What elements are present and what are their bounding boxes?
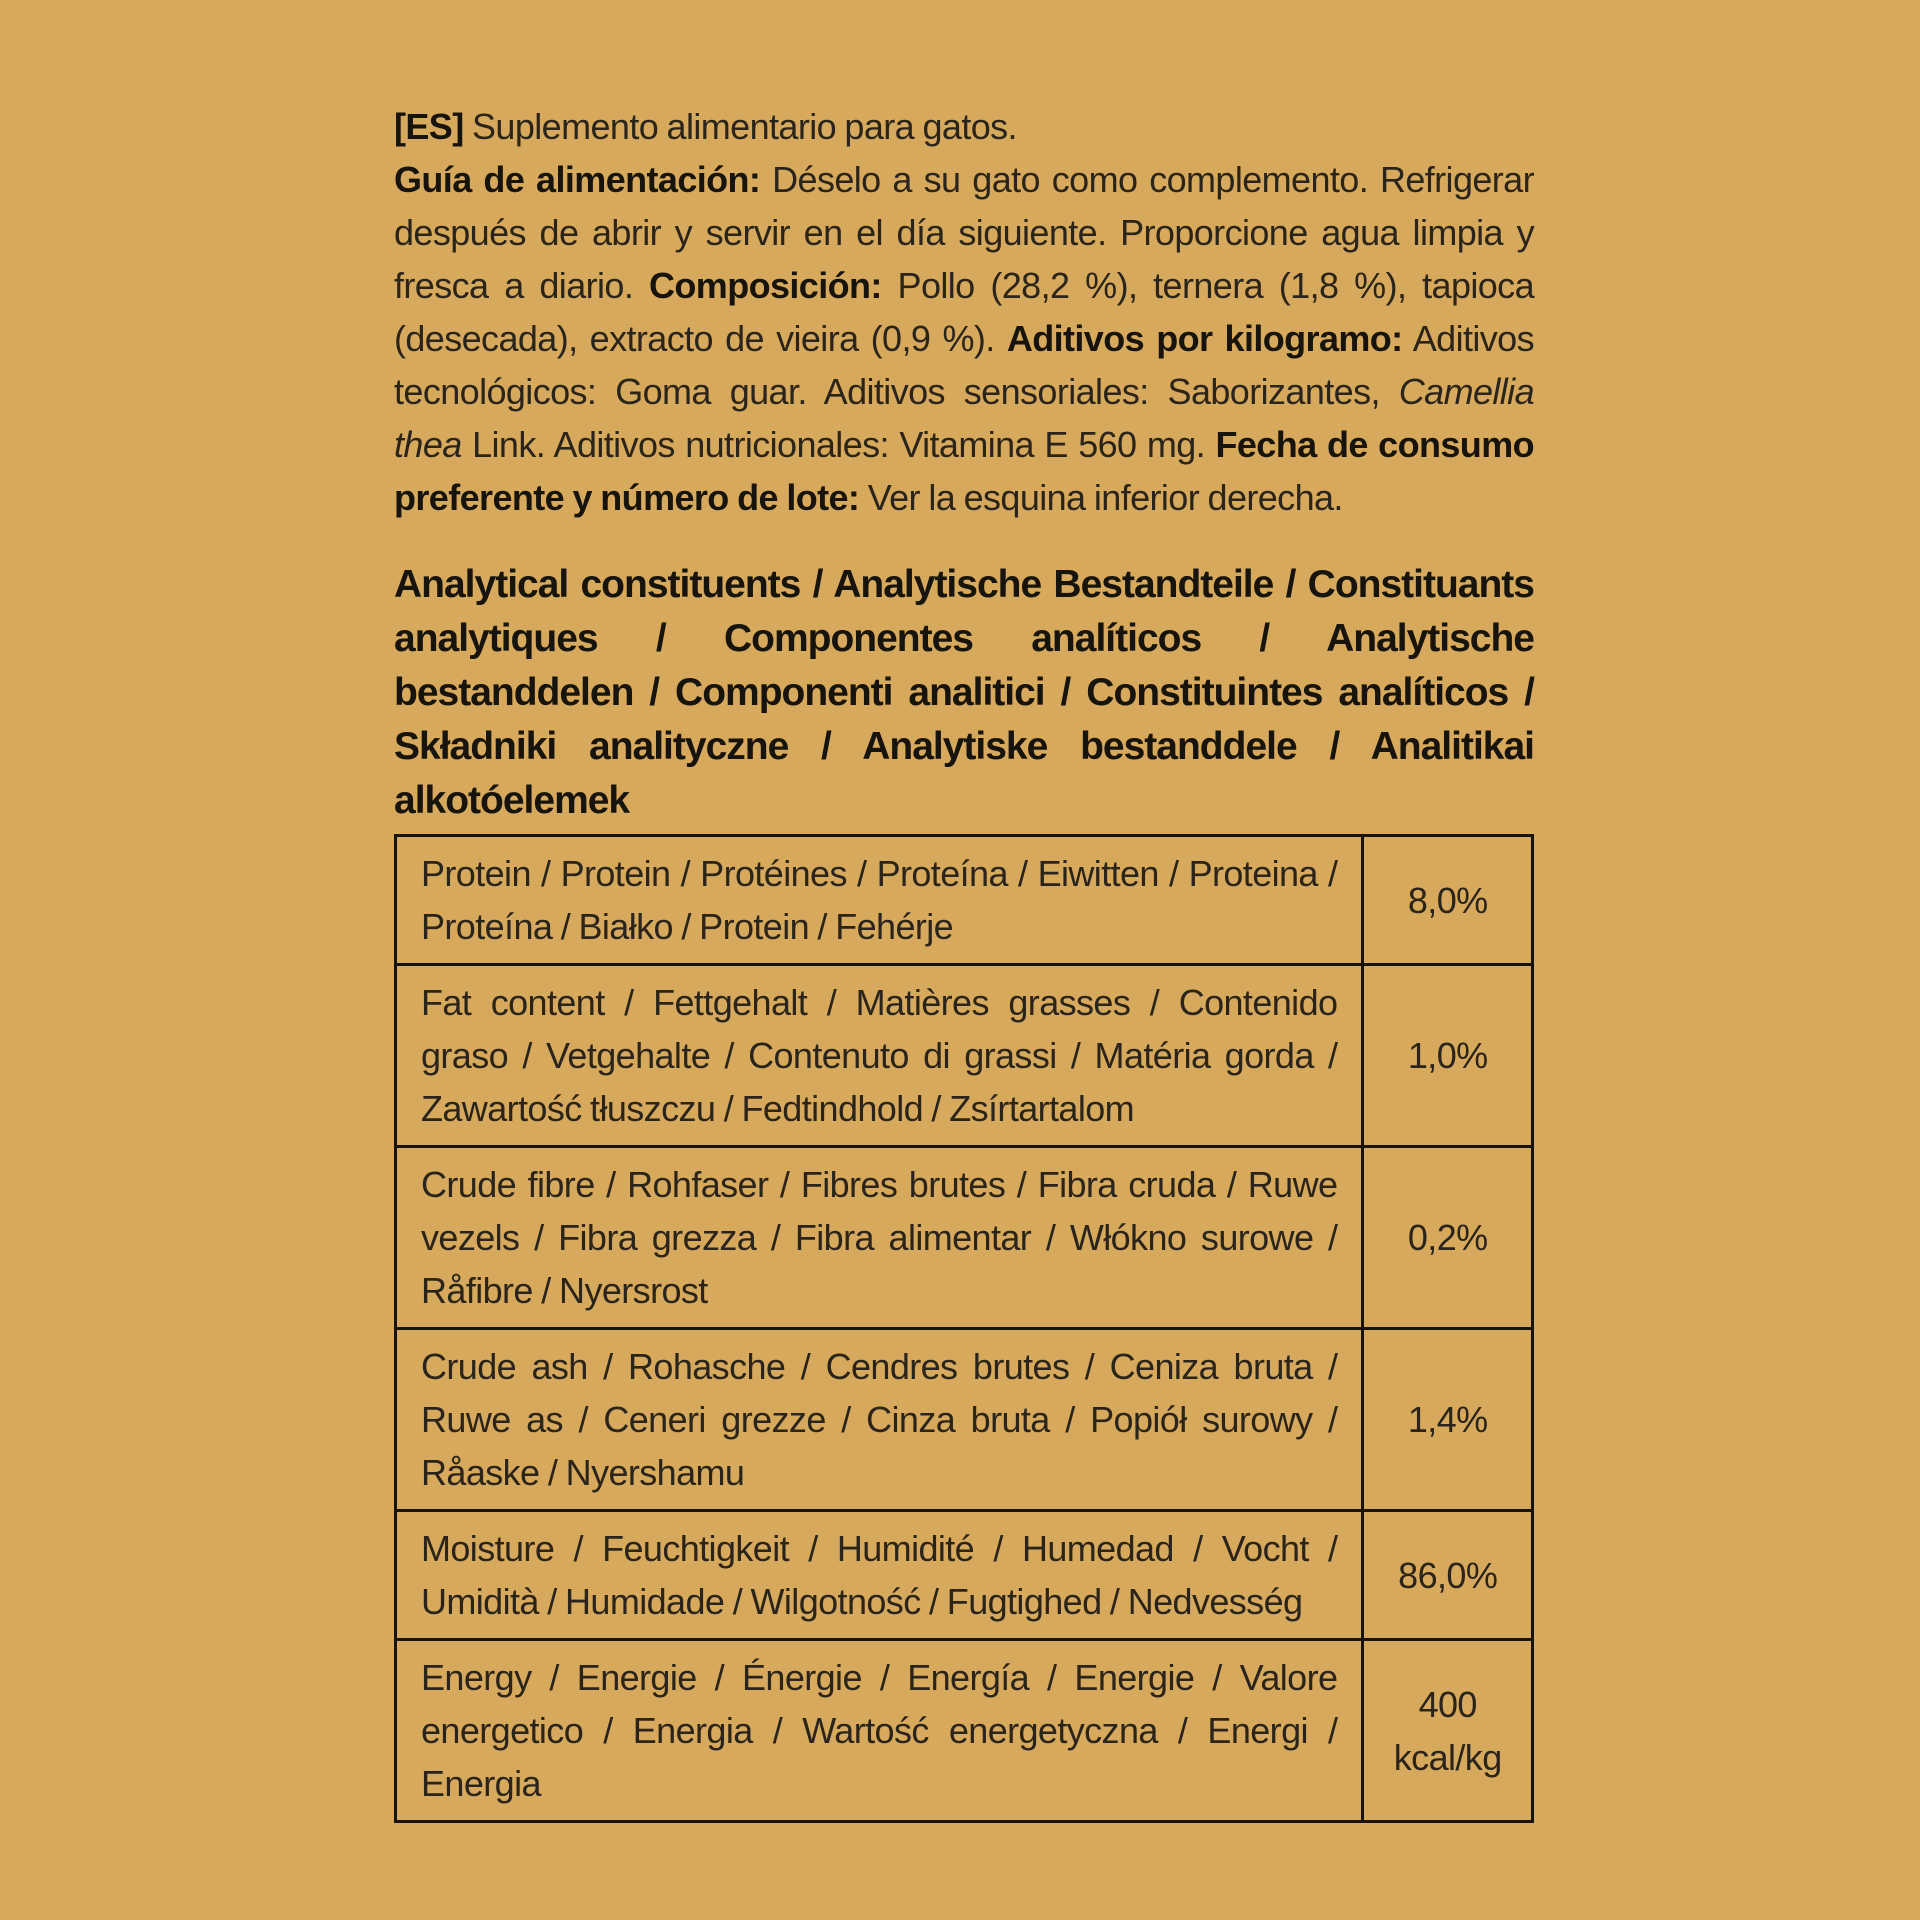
constituent-value [1363,1640,1533,1822]
constituent-label: Protein / Protein / Protéines / Proteína / Eiwitten / Proteina / Proteína / Białko / Protein / Fehérje [396,836,1363,965]
best-before-text: Ver la esquina inferior derecha. [859,477,1343,518]
constituent-value [1363,1147,1533,1329]
constituent-label: Fat content / Fettgehalt / Matières grasses / Contenido graso / Vetgehalte / Contenuto di grassi / Matéria gorda / Zawartość tłuszczu / Fedtindhold / Zsírtartalom [396,965,1363,1147]
additives-label: Aditivos por kilogramo: [1006,318,1403,359]
feeding-guide-text: Déselo a su gato como complemento. Refrigerar después de abrir y servir en el día siguiente. Proporcione agua limpia y fresca a diario. [394,159,1534,306]
constituent-label: Crude fibre / Rohfaser / Fibres brutes / Fibra cruda / Ruwe vezels / Fibra grezza / Fibra alimentar / Włókno surowe / Råfibre / Nyersrost [396,1147,1363,1329]
composition-label: Composición: [649,265,882,306]
additives-text: Aditivos tecnológicos: Goma guar. Aditivos sensoriales: Saborizantes, [394,318,1535,412]
constituent-label: Moisture / Feuchtigkeit / Humidité / Humedad / Vocht / Umidità / Humidade / Wilgotność / Fugtighed / Nedvesség [396,1511,1363,1640]
constituent-value-text: 86,0% [1398,1554,1498,1596]
language-tag: [ES] [394,106,464,147]
constituent-value-text: 0,2% [1407,1217,1488,1258]
analytical-constituents-heading: Analytical constituents / Analytische Bestandteile / Constituants analytiques / Componentes analíticos / Analytische bestanddelen / Componenti analitici / Constituintes analíticos / Składniki analityczne / Analytiske bestanddele / Analitikai alkotóelemek [394,563,1534,822]
constituent-value-text: 8,0% [1407,879,1488,921]
additives-species-name: Camellia thea [394,371,1534,465]
table-row [396,836,1533,965]
constituent-value [1363,1329,1533,1511]
table-row [396,965,1533,1147]
constituent-value [1363,836,1533,965]
constituent-value-text: 1,0% [1407,1035,1488,1076]
constituent-label: Crude ash / Rohasche / Cendres brutes / Ceniza bruta / Ruwe as / Ceneri grezze / Cinza bruta / Popiół surowy / Råaske / Nyershamu [396,1329,1363,1511]
table-row [396,1329,1533,1511]
constituent-value [1363,965,1533,1147]
product-description: Suplemento alimentario para gatos. [463,106,1017,147]
constituent-label: Energy / Energie / Énergie / Energía / Energie / Valore energetico / Energia / Wartość energetyczna / Energi / Energia [396,1640,1363,1822]
label-panel [394,100,1534,1823]
constituent-value [1363,1511,1533,1640]
table-row [396,1147,1533,1329]
additives-text-continued: Link. Aditivos nutricionales: Vitamina E 560 mg. [461,424,1216,465]
composition-text: Pollo (28,2 %), ternera (1,8 %), tapioca (desecada), extracto de vieira (0,9 %). [394,265,1535,359]
table-row [396,1640,1533,1822]
best-before-label: Fecha de consumo preferente y número de lote: [394,424,1534,518]
constituent-value-text: 1,4% [1407,1399,1488,1440]
constituent-value-text: 400 kcal/kg [1393,1683,1502,1778]
feeding-guide-label: Guía de alimentación: [394,159,761,200]
table-row [396,1511,1533,1640]
analytical-constituents-table [394,834,1534,1823]
spanish-description [394,100,1534,524]
